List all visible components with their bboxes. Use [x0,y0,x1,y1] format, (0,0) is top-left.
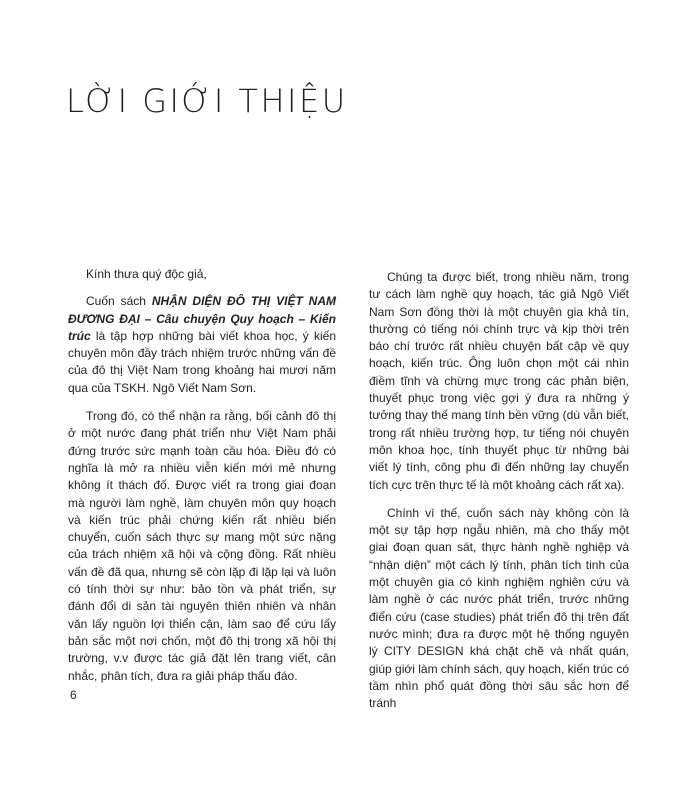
intro-rest-text: là tập hợp những bài viết khoa học, ý kiến chuyên môn đầy trách nhiệm trước những vấn đề của đô thị Việt Nam trong khoảng hai mươi năm qua của TSKH. Ngô Viết Nam Sơn. [68,328,336,395]
book-purpose-paragraph: Chính vì thế, cuốn sách này không còn là một sự tập hợp ngẫu nhiên, mà cho thấy một giai đoạn quan sát, thực hành nghề nghiệp và “nhận diện” một cách lý tính, phân tích tinh của một chuyên gia có kinh nghiệm nghiên cứu và làm nghề ở các nước phát triển, trước những điển cứu (case studies) phát triển đô thị trên đất nước mình; đưa ra được một hệ thống nguyên lý CITY DESIGN khá chặt chẽ và nhất quán, giúp giới làm chính sách, quy hoạch, kiến trúc có tầm nhìn phổ quát đồng thời sâu sắc hơn để tránh [369,505,630,711]
greeting-paragraph: Kính thưa quý độc giả, [86,267,207,281]
page-number: 6 [70,688,77,702]
intro-paragraph [68,293,336,397]
book-title-text: NHẬN DIỆN ĐÔ THỊ VIỆT NAM ĐƯƠNG ĐẠI – Câu chuyện Quy hoạch – Kiến trúc [68,294,337,343]
left-text-column [68,266,336,696]
intro-lead-text: Cuốn sách [86,294,152,309]
context-paragraph: Trong đó, có thể nhận ra rằng, bối cảnh đô thị ở một nước đang phát triển như Việt Nam phải đứng trước sức mạnh toàn cầu hóa. Điều đó có nghĩa là mở ra nhiều viễn kiến mới mẻ nhưng không ít thách đố. Được viết ra trong giai đoạn mà người làm nghề, làm chuyên môn quy hoạch và kiến trúc phải chứng kiến rất nhiều biến chuyển, cuốn sách thực sự mang một sức nặng của trách nhiệm xã hội và cộng đồng. Rất nhiều vấn đề đã qua, nhưng sẽ còn lặp đi lặp lại và luôn có tính thời sự như: bảo tồn và phát triển, sự đánh đổi di sản tài nguyên thiên nhiên và nhân văn lấy nguồn lợi thiển cận, làm sao để cứu lấy bản sắc một nơi chốn, một đô thị trong xã hội thị trường, v.v được tác giả đặt lên trang viết, cân nhắc, phân tích, đưa ra giải pháp thấu đáo. [68,409,336,683]
page-title: LỜI GIỚI THIỆU [66,82,348,120]
author-paragraph: Chúng ta được biết, trong nhiều năm, trong tư cách làm nghề quy hoạch, tác giả Ngô Viết Nam Sơn đồng thời là một chuyên gia khả tín, thường có tiếng nói chính trực và kịp thời trên báo chí trước rất nhiều chuyện bất cập về quy hoạch, kiến trúc. Ông luôn chọn một cái nhìn điềm tĩnh và chừng mực trong các phản biện, thuyết phục trong việc gợi ý đưa ra những ý tưởng thay thế mang tính bền vững (dù vẫn biết, trong rất nhiều trường hợp, tư tiếng nói chuyên môn khoa học, tính thuyết phục từ những bài viết lý tính, công phu đi đến những lay chuyển tích cực trên thực tế là một khoảng cách rất xa). [369,270,629,492]
right-text-column [369,269,629,723]
